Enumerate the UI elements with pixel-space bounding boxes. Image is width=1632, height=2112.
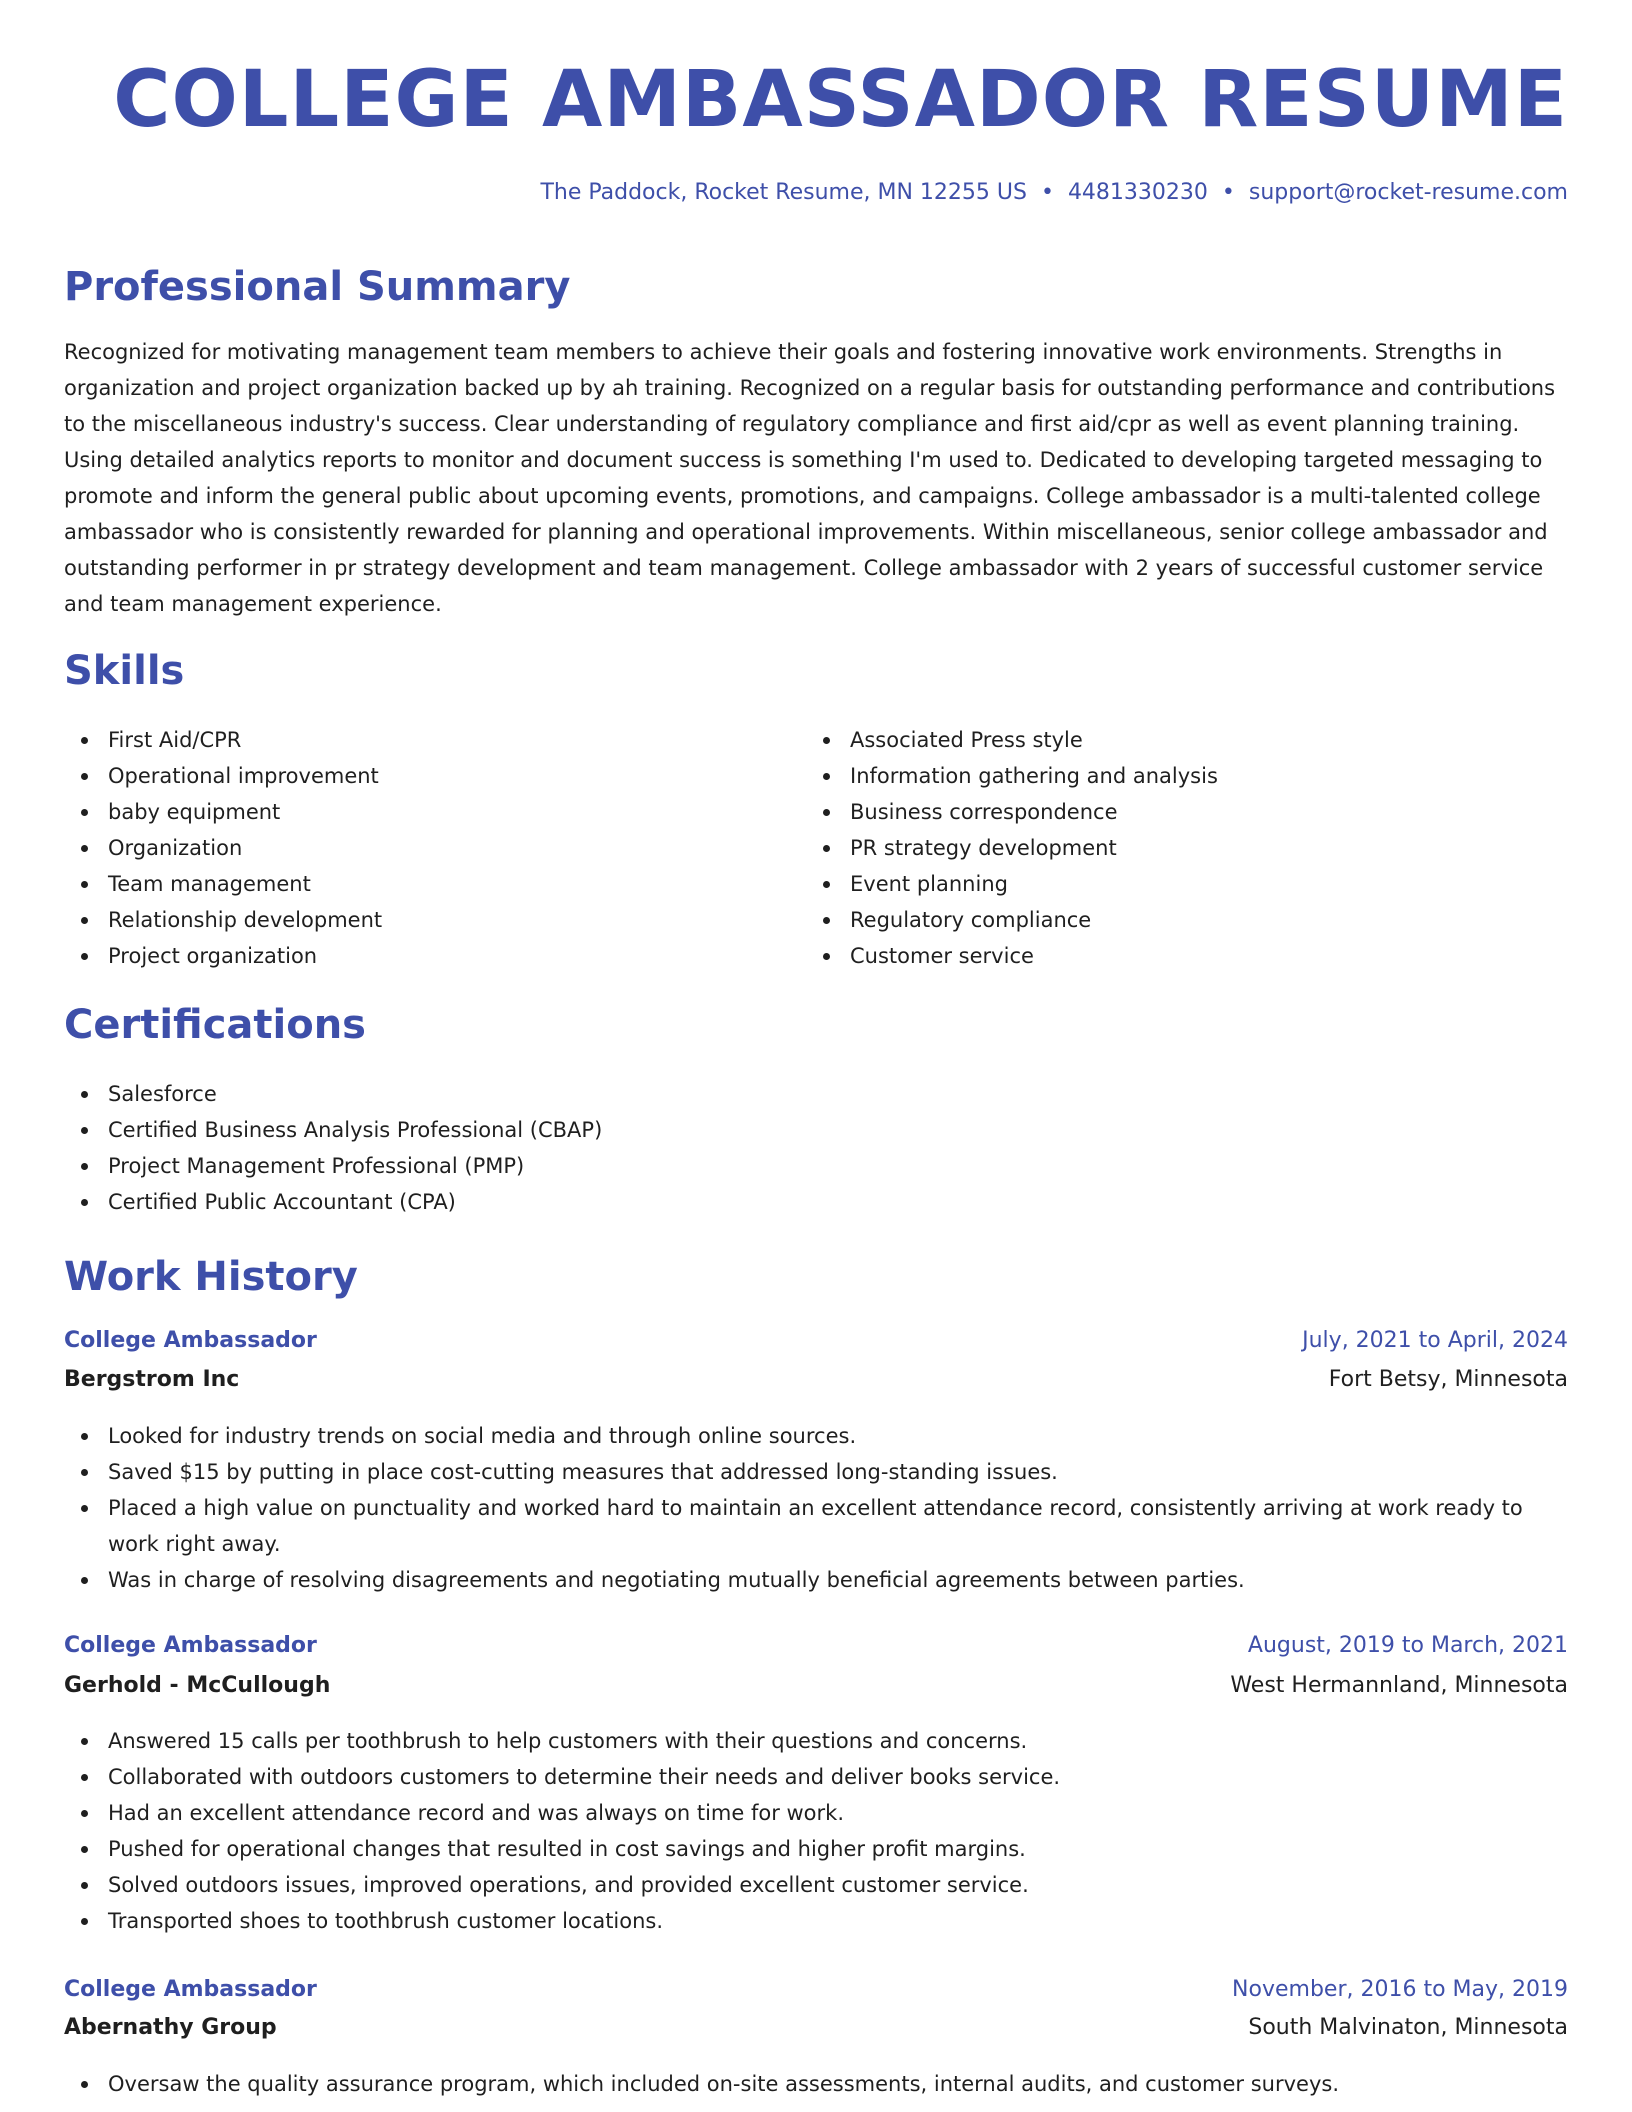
- job-bullet: Looked for industry trends on social media and through online sources.: [64, 1418, 1568, 1454]
- certifications-heading: Certifications: [64, 1002, 366, 1048]
- job-location: South Malvinaton, Minnesota: [1248, 2015, 1568, 2040]
- skill-item: Operational improvement: [64, 758, 804, 794]
- contact-address: The Paddock, Rocket Resume, MN 12255 US: [540, 180, 1027, 205]
- job-bullet: Placed a high value on punctuality and worked hard to maintain an excellent attendance record, consistently arriving at work ready to work right away.: [64, 1490, 1568, 1562]
- skill-item: Associated Press style: [806, 722, 1546, 758]
- certification-item: Certified Public Accountant (CPA): [64, 1184, 1568, 1220]
- certification-item: Certified Business Analysis Professional (CBAP): [64, 1112, 1568, 1148]
- skill-item: Regulatory compliance: [806, 902, 1546, 938]
- job-company: Bergstrom Inc: [64, 1367, 240, 1392]
- work-history-heading: Work History: [64, 1254, 358, 1300]
- job-bullet: Collaborated with outdoors customers to determine their needs and deliver books service.: [64, 1759, 1568, 1795]
- job-title: College Ambassador: [64, 1977, 317, 2002]
- job-bullets: [64, 1418, 1568, 1598]
- skills-list-right: [806, 722, 1546, 974]
- skills-heading: Skills: [64, 648, 185, 694]
- job-bullet: Transported shoes to toothbrush customer locations.: [64, 1903, 1568, 1939]
- skill-item: Relationship development: [64, 902, 804, 938]
- contact-separator: •: [1221, 180, 1235, 205]
- skill-item: Organization: [64, 830, 804, 866]
- job-bullet: Saved $15 by putting in place cost-cutting measures that addressed long-standing issues.: [64, 1454, 1568, 1490]
- skill-item: Customer service: [806, 938, 1546, 974]
- job-company: Gerhold - McCullough: [64, 1673, 331, 1698]
- job-bullet: Oversaw the quality assurance program, which included on-site assessments, internal audits, and customer surveys.: [64, 2066, 1568, 2102]
- job-title: College Ambassador: [64, 1328, 317, 1353]
- contact-phone: 4481330230: [1067, 180, 1208, 205]
- job-location: Fort Betsy, Minnesota: [1328, 1367, 1568, 1392]
- job-bullets: [64, 1723, 1568, 1939]
- job-bullet: Solved outdoors issues, improved operations, and provided excellent customer service.: [64, 1867, 1568, 1903]
- skill-item: First Aid/CPR: [64, 722, 804, 758]
- skills-list-left: [64, 722, 804, 974]
- certifications-list: [64, 1076, 1568, 1220]
- contact-line: [540, 178, 1568, 208]
- contact-separator: •: [1040, 180, 1054, 205]
- resume-page: [64, 0, 1568, 2112]
- contact-email[interactable]: support@rocket-resume.com: [1248, 180, 1568, 205]
- skill-item: Team management: [64, 866, 804, 902]
- job-dates: November, 2016 to May, 2019: [1232, 1977, 1568, 2002]
- job-location: West Hermannland, Minnesota: [1230, 1673, 1568, 1698]
- job-dates: August, 2019 to March, 2021: [1247, 1633, 1568, 1658]
- certification-item: Salesforce: [64, 1076, 1568, 1112]
- job-bullet: Answered 15 calls per toothbrush to help customers with their questions and concerns.: [64, 1723, 1568, 1759]
- skill-item: PR strategy development: [806, 830, 1546, 866]
- certification-item: Project Management Professional (PMP): [64, 1148, 1568, 1184]
- skill-item: Event planning: [806, 866, 1546, 902]
- job-bullet: Was in charge of resolving disagreements and negotiating mutually beneficial agreements between parties.: [64, 1562, 1568, 1598]
- job-bullet: Pushed for operational changes that resulted in cost savings and higher profit margins.: [64, 1831, 1568, 1867]
- summary-heading: Professional Summary: [64, 264, 571, 310]
- resume-title: COLLEGE AMBASSADOR RESUME: [113, 55, 1568, 145]
- job-dates: July, 2021 to April, 2024: [1302, 1328, 1568, 1353]
- summary-text: Recognized for motivating management team members to achieve their goals and fostering innovative work environments. Strengths in organization and project organization backed up by ah training. Recognized on a regular basis for outstanding performance and contributions to the miscellaneous industry's success. Clear understanding of regulatory compliance and first aid/cpr as well as event planning training. Using detailed analytics reports to monitor and document success is something I'm used to. Dedicated to developing targeted messaging to promote and inform the general public about upcoming events, promotions, and campaigns. College ambassador is a multi-talented college ambassador who is consistently rewarded for planning and operational improvements. Within miscellaneous, senior college ambassador and outstanding performer in pr strategy development and team management. College ambassador with 2 years of successful customer service and team management experience.: [64, 340, 1556, 616]
- job-company: Abernathy Group: [64, 2015, 277, 2040]
- job-title: College Ambassador: [64, 1633, 317, 1658]
- job-bullet: Had an excellent attendance record and was always on time for work.: [64, 1795, 1568, 1831]
- job-bullets: [64, 2066, 1568, 2102]
- skill-item: Information gathering and analysis: [806, 758, 1546, 794]
- skill-item: Business correspondence: [806, 794, 1546, 830]
- skill-item: Project organization: [64, 938, 804, 974]
- skill-item: baby equipment: [64, 794, 804, 830]
